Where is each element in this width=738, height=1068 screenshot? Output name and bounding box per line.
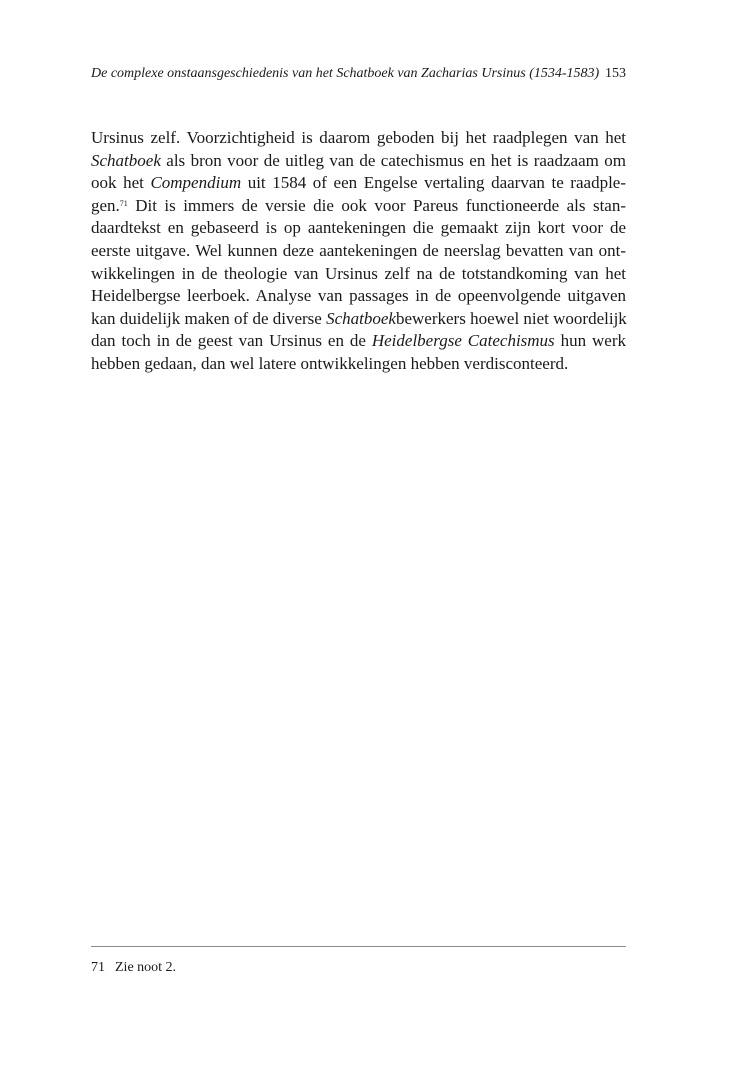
footnote [91, 958, 176, 978]
text-span: ook het [91, 173, 151, 193]
page-number: 153 [605, 66, 626, 81]
text-span: dan toch in de geest van Ursinus en de [91, 331, 372, 351]
running-head [91, 64, 626, 84]
text-span: gen. [91, 195, 120, 215]
italic-title: Schatboek [326, 308, 396, 328]
footnote-number: 71 [91, 960, 105, 975]
footnote-divider [91, 946, 626, 947]
italic-title: Compendium [150, 173, 242, 193]
text-line: Heidelbergse leerboek. Analyse van passages in de opeenvolgende uitgaven [91, 286, 626, 306]
text-line [91, 150, 626, 173]
italic-title: Schatboek [91, 150, 161, 170]
text-span: kan duidelijk maken of de diverse [91, 308, 327, 328]
running-head-title: De complexe onstaansgeschiedenis van het Schatboek van Zacharias Ursinus (1534-1583) [91, 66, 600, 81]
text-line: daardtekst en gebaseerd is op aantekeningen die gemaakt zijn kort voor de [91, 218, 626, 238]
text-span: bewerkers hoewel niet woordelijk [395, 308, 627, 328]
text-line: hebben gedaan, dan wel latere ontwikkelingen hebben verdisconteerd. [91, 353, 569, 373]
text-span: uit 1584 of een Engelse vertaling daarvan te raadple- [241, 173, 626, 193]
text-line: wikkelingen in de theologie van Ursinus zelf na de totstandkoming van het [91, 263, 626, 283]
text-span: hun werk [554, 331, 627, 351]
footnote-text: Zie noot 2. [115, 960, 177, 975]
text-line: Ursinus zelf. Voorzichtigheid is daarom geboden bij het raadplegen van het [91, 128, 626, 147]
text-line [91, 330, 626, 353]
text-line: eerste uitgave. Wel kunnen deze aantekeningen de neerslag bevatten van ont- [91, 240, 626, 260]
text-span: Dit is immers de versie die ook voor Pareus functioneerde als stan- [127, 195, 626, 215]
body-paragraph [91, 127, 626, 376]
footnote-reference[interactable]: 71 [119, 198, 128, 208]
text-line [91, 308, 626, 331]
italic-title: Heidelbergse Catechismus [371, 331, 555, 351]
text-span: als bron voor de uitleg van de catechismus en het is raadzaam om [160, 150, 626, 170]
text-line [91, 172, 626, 195]
text-line [91, 195, 626, 218]
